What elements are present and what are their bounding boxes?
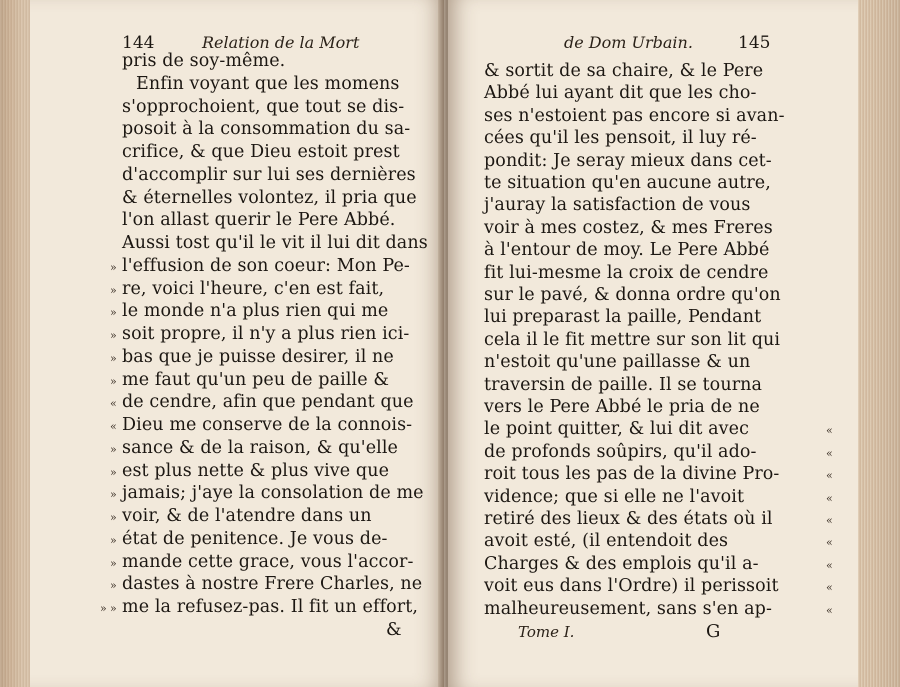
- text-line: le monde n'a plus rien qui me: [122, 301, 389, 322]
- quote-mark: «: [110, 397, 116, 411]
- quote-mark: «: [826, 491, 832, 505]
- text-line: le point quitter, & lui dit avec: [484, 419, 750, 440]
- text-line: voit eus dans l'Ordre) il perissoit: [484, 576, 779, 597]
- text-line: soit propre, il n'y a plus rien ici-: [122, 324, 410, 344]
- quote-mark: »: [110, 579, 116, 593]
- text-line: traversin de paille. Il se tourna: [484, 374, 763, 395]
- quote-mark: «: [826, 424, 832, 438]
- signature-mark: G: [706, 621, 721, 642]
- quote-mark: »: [110, 602, 116, 615]
- text-line: sur le pavé, & donna ordre qu'on: [484, 285, 781, 305]
- text-line: retiré des lieux & des états où il: [484, 509, 773, 529]
- text-line: bas que je puisse desirer, il ne: [122, 346, 394, 367]
- right-page: [448, 0, 858, 687]
- quote-mark: »: [110, 442, 116, 456]
- text-line: me la refusez-pas. Il fit un effort,: [122, 597, 419, 617]
- text-line: roit tous les pas de la divine Pro-: [484, 464, 780, 485]
- text-line: Abbé lui ayant dit que les cho-: [484, 83, 757, 104]
- text-line: mande cette grace, vous l'accor-: [122, 551, 414, 572]
- quote-mark: »: [110, 556, 116, 570]
- text-line: l'effusion de son coeur: Mon Pe-: [122, 255, 410, 276]
- text-line: & éternelles volontez, il pria que: [122, 187, 417, 208]
- text-line: pris de soy-même.: [122, 51, 286, 71]
- text-line: vidence; que si elle ne l'avoit: [484, 486, 745, 507]
- text-line: jamais; j'aye la consolation de me: [122, 483, 424, 504]
- quote-mark: »: [110, 283, 116, 297]
- left-page-number: 144: [122, 33, 155, 53]
- text-line: est plus nette & plus vive que: [122, 460, 390, 481]
- quote-mark: »: [100, 602, 106, 615]
- text-line: Aussi tost qu'il le vit il lui dit dans: [122, 233, 428, 253]
- text-line: fit lui-mesme la croix de cendre: [484, 262, 769, 283]
- text-line: j'auray la satisfaction de vous: [484, 195, 751, 216]
- right-page-number: 145: [738, 33, 771, 53]
- quote-mark: »: [110, 465, 116, 479]
- text-line: à l'entour de moy. Le Pere Abbé: [484, 240, 770, 261]
- text-line: & sortit de sa chaire, & le Pere: [484, 61, 764, 81]
- text-line: cela il le fit mettre sur son lit qui: [484, 329, 781, 350]
- text-line: me faut qu'un peu de paille &: [122, 369, 390, 390]
- quote-mark: «: [826, 514, 832, 527]
- quote-mark: »: [110, 260, 116, 274]
- quote-mark: »: [110, 329, 116, 342]
- text-line: l'on allast querir le Pere Abbé.: [122, 210, 396, 231]
- left-page-edges: [0, 0, 34, 687]
- text-line: Charges & des emplois qu'il a-: [484, 553, 759, 574]
- text-line: n'estoit qu'une paillasse & un: [484, 352, 751, 373]
- text-line: te situation qu'en aucune autre,: [484, 173, 771, 193]
- quote-mark: »: [110, 533, 116, 547]
- quote-mark: «: [826, 536, 832, 550]
- text-line: voir à mes costez, & mes Freres: [484, 217, 773, 238]
- quote-mark: «: [826, 603, 832, 617]
- text-line: lui preparast la paille, Pendant: [484, 307, 762, 328]
- text-line: vers le Pere Abbé le pria de ne: [484, 397, 760, 417]
- quote-mark: «: [826, 558, 832, 572]
- left-page: [30, 0, 444, 687]
- text-line: Enfin voyant que les momens: [136, 73, 400, 94]
- text-line: de cendre, afin que pendant que: [122, 392, 414, 413]
- text-line: pondit: Je seray mieux dans cet-: [484, 150, 772, 171]
- text-line: cées qu'il les pensoit, il luy ré-: [484, 128, 757, 149]
- signature-label: Tome I.: [518, 623, 575, 641]
- text-line: avoit esté, (il entendoit des: [484, 531, 729, 552]
- text-line: s'opprochoient, que tout se dis-: [122, 96, 405, 117]
- quote-mark: »: [110, 306, 116, 320]
- text-line: sance & de la raison, & qu'elle: [122, 437, 398, 458]
- text-line: malheureusement, sans s'en ap-: [484, 598, 772, 619]
- quote-mark: »: [110, 488, 116, 502]
- text-line: de profonds soûpirs, qu'il ado-: [484, 441, 757, 462]
- text-line: posoit à la consommation du sa-: [122, 119, 411, 140]
- left-catchword: &: [386, 620, 402, 640]
- text-line: voir, & de l'atendre dans un: [122, 506, 372, 526]
- quote-mark: «: [826, 446, 832, 460]
- quote-mark: »: [110, 511, 116, 524]
- text-line: ses n'estoient pas encore si avan-: [484, 105, 785, 126]
- quote-mark: »: [110, 351, 116, 365]
- quote-mark: «: [826, 469, 832, 483]
- text-line: Dieu me conserve de la connois-: [122, 415, 413, 435]
- text-line: état de penitence. Je vous de-: [122, 528, 388, 549]
- text-line: d'accomplir sur lui ses dernières: [122, 164, 416, 185]
- text-line: crifice, & que Dieu estoit prest: [122, 142, 400, 162]
- text-line: dastes à nostre Frere Charles, ne: [122, 574, 423, 595]
- quote-mark: «: [110, 420, 116, 433]
- quote-mark: «: [826, 581, 832, 595]
- left-running-head: Relation de la Mort: [202, 33, 360, 52]
- right-running-head: de Dom Urbain.: [564, 33, 693, 52]
- quote-mark: »: [110, 374, 116, 388]
- text-line: re, voici l'heure, c'en est fait,: [122, 278, 385, 299]
- right-page-edges: [858, 0, 900, 687]
